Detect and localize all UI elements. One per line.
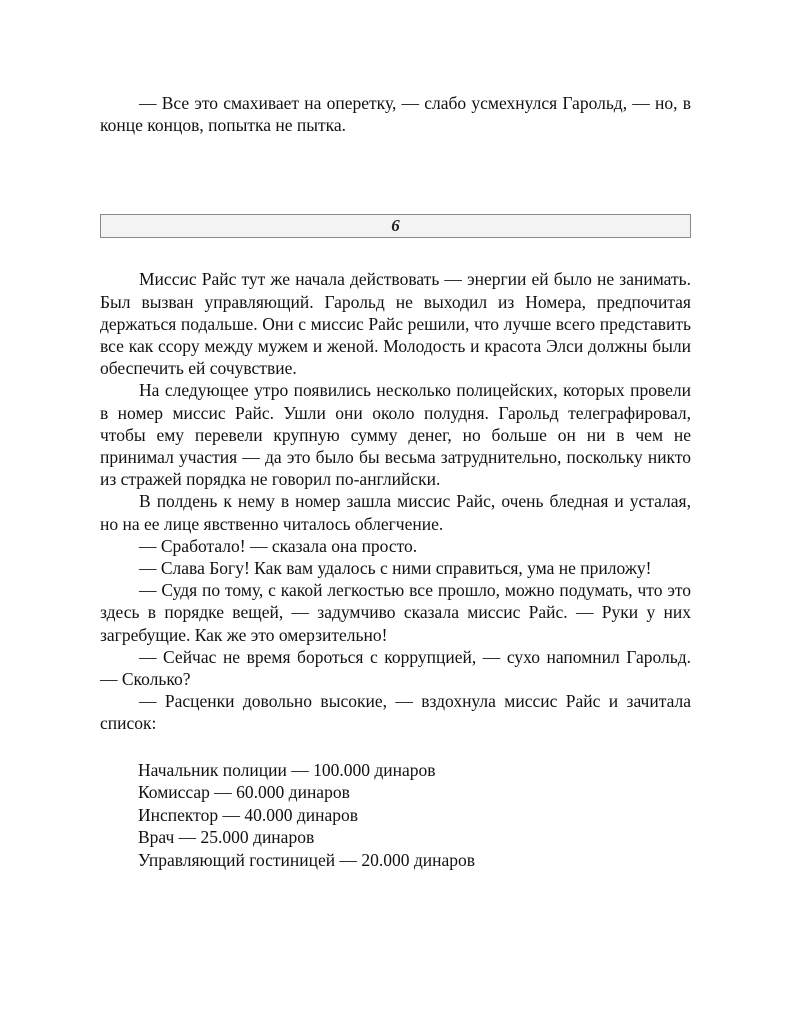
chapter-heading-box	[100, 214, 691, 238]
price-list-item: Инспектор — 40.000 динаров	[138, 804, 359, 825]
price-list-item: Комиссар — 60.000 динаров	[138, 782, 350, 803]
dialogue-line: — Судя по тому, с какой легкостью все прошло, можно подумать, что это здесь в порядке вещей, — задумчиво сказала миссис Райс. — Руки у них загребущие. Как же это омерзительно!	[100, 580, 691, 645]
dialogue-line: — Слава Богу! Как вам удалось с ними справиться, ума не приложу!	[139, 558, 652, 579]
dialogue-line: — Расценки довольно высокие, — вздохнула миссис Райс и зачитала список:	[100, 691, 691, 734]
dialogue-line: — Сработало! — сказала она просто.	[139, 535, 418, 556]
opening-paragraph: — Все это смахивает на оперетку, — слабо усмехнулся Гарольд, — но, в конце концов, попытка не пытка.	[100, 93, 691, 136]
dialogue-line: — Сейчас не время бороться с коррупцией, — сухо напомнил Гарольд. — Сколько?	[100, 646, 691, 690]
book-page	[100, 92, 691, 872]
paragraph: Миссис Райс тут же начала действовать — энергии ей было не занимать. Был вызван управляющий. Гарольд не выходил из Номера, предпочитая держаться подальше. Они с миссис Райс решили, что лучше всего представить все как ссору между мужем и женой. Молодость и красота Элси должны были обеспечить ей сочувствие.	[100, 269, 691, 379]
chapter-body	[100, 268, 691, 734]
price-list-item: Начальник полиции — 100.000 динаров	[138, 759, 436, 780]
paragraph: В полдень к нему в номер зашла миссис Райс, очень бледная и усталая, но на ее лице явственно читалось облегчение.	[100, 491, 691, 534]
price-list-item: Врач — 25.000 динаров	[138, 827, 315, 848]
price-list-item: Управляющий гостиницей — 20.000 динаров	[138, 850, 476, 871]
paragraph: На следующее утро появились несколько полицейских, которых провели в номер миссис Райс. Ушли они около полудня. Гарольд телеграфировал, чтобы ему перевели крупную сумму денег, но больше он ни в чем не принимал участия — да это было бы весьма затруднительно, поскольку никто из стражей порядка не говорил по-английски.	[100, 380, 691, 490]
price-list	[100, 759, 691, 872]
chapter-number: 6	[391, 216, 400, 236]
